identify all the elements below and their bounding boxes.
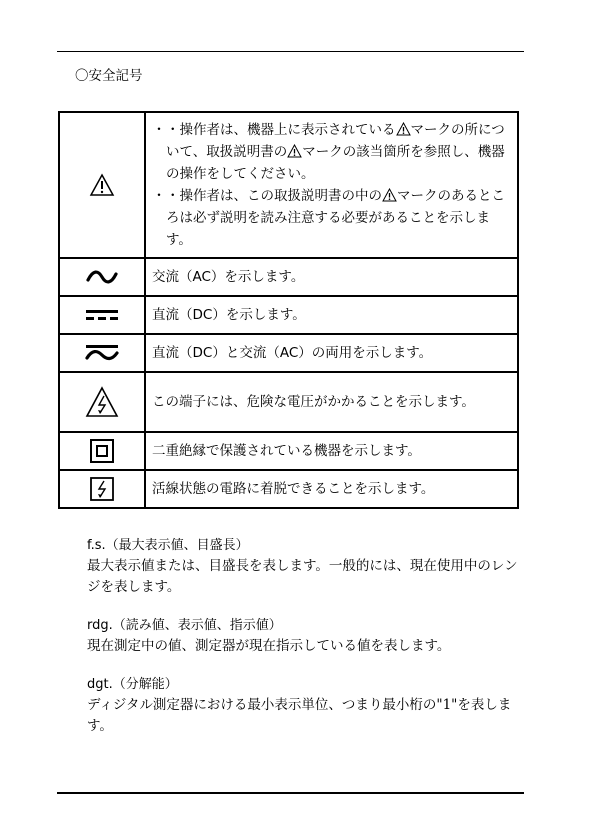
table-row: [59, 372, 518, 432]
table-row: [59, 296, 518, 334]
live-line-description: 活線状態の電路に着脱できることを示します。: [145, 470, 518, 508]
bullet-1-text-b: マークの所について、取扱説明書の: [166, 122, 505, 160]
dc-icon: [84, 308, 120, 322]
table-row: [59, 470, 518, 508]
live-line-icon: [89, 476, 115, 502]
definition-body: 現在測定中の値、測定器が現在指示している値を表します。: [87, 638, 451, 654]
ac-wave-icon: [85, 269, 119, 285]
definition-rdg: [87, 616, 527, 657]
double-insulation-description: 二重絶縁で保護されている機器を示します。: [145, 432, 518, 470]
definition-body: 最大表示値または、目盛長を表します。一般的には、現在使用中のレンジを表します。: [87, 558, 518, 595]
caution-triangle-icon: [382, 188, 397, 202]
definition-term: dgt.（分解能）: [87, 677, 178, 692]
table-row: [59, 432, 518, 470]
bullet-2-text-a: ・操作者は、この取扱説明書の中の: [166, 188, 382, 204]
table-row: [59, 258, 518, 296]
definition-fs: [87, 536, 527, 598]
footer-rule: [57, 792, 524, 794]
dc-description: 直流（DC）を示します。: [145, 296, 518, 334]
ac-dc-icon: [84, 343, 120, 363]
definition-term: rdg.（読み値、表示値、指示値）: [87, 618, 282, 633]
high-voltage-description: この端子には、危険な電圧がかかることを示します。: [145, 372, 518, 432]
caution-triangle-icon: [89, 173, 115, 197]
ac-dc-description: 直流（DC）と交流（AC）の両用を示します。: [145, 334, 518, 372]
safety-symbol-table: [58, 111, 519, 509]
bullet-2-text-b: マークのあるところは必ず説明を読み注意する必要があることを示します。: [166, 188, 505, 248]
bullet-1-text-c: マークの該当箇所を参照し、機器の操作をしてください。: [166, 144, 505, 182]
bullet-1-text-a: ・操作者は、機器上に表示されている: [166, 122, 396, 138]
definitions: [87, 536, 527, 755]
double-insulation-icon: [89, 438, 115, 464]
definition-dgt: [87, 675, 527, 737]
high-voltage-icon: [85, 386, 119, 418]
bullet-1: ・ ・操作者は、機器上に表示されている マークの所について、取扱説明書の マークの該当箇所を参照し、機器の操作をしてください。: [152, 122, 505, 182]
header-rule: [57, 51, 524, 52]
ac-description: 交流（AC）を示します。: [145, 258, 518, 296]
caution-triangle-icon: [396, 122, 411, 136]
table-row: [59, 334, 518, 372]
bullet-2: ・ ・操作者は、この取扱説明書の中の マークのあるところは必ず説明を読み注意する必要があることを示します。: [152, 188, 505, 248]
caution-triangle-icon: [287, 144, 302, 158]
definition-term: f.s.（最大表示値、目盛長）: [87, 538, 249, 553]
definition-body: ディジタル測定器における最小表示単位、つまり最小桁の"1"を表します。: [87, 697, 512, 734]
table-row: [59, 112, 518, 258]
section-title: 〇安全記号: [75, 68, 143, 84]
